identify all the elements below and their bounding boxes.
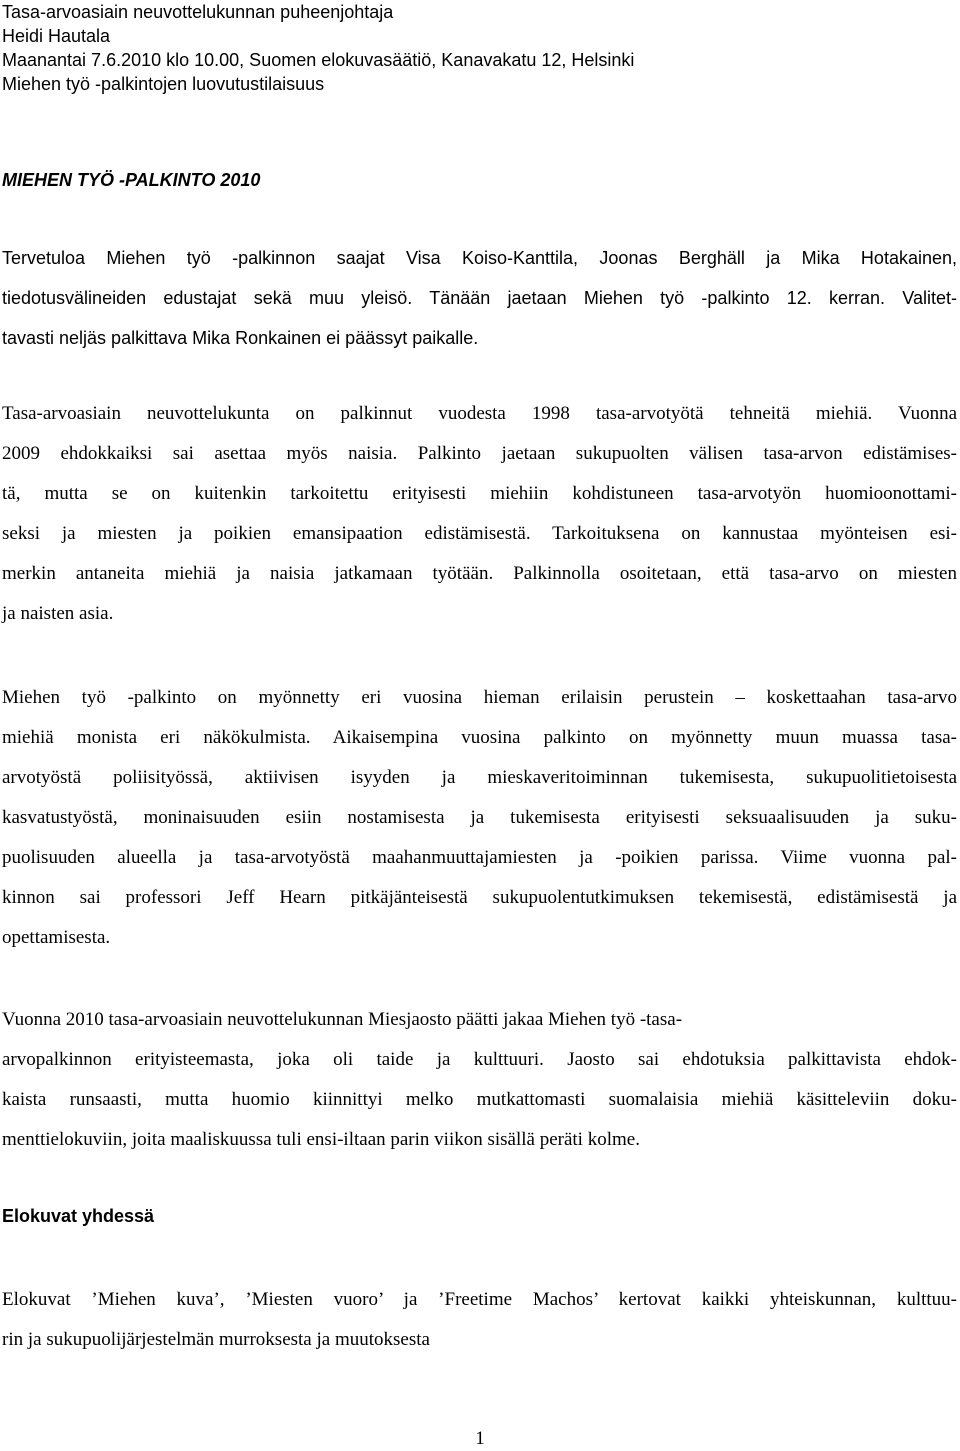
paragraph-2010-theme (2, 1000, 957, 1160)
paragraph-line: ja naisten asia. (2, 603, 114, 624)
paragraph-line: seksi ja miesten ja poikien emansipaation edistämisestä. Tarkoituksena on kannustaa myönteisen esi- (2, 523, 957, 544)
paragraph-line: kinnon sai professori Jeff Hearn pitkäjänteisestä sukupuolentutkimuksen tekemisestä, edistämisestä ja (2, 887, 957, 908)
header-event: Miehen työ -palkintojen luovutustilaisuus (2, 74, 325, 94)
intro-line: Tervetuloa Miehen työ -palkinnon saajat Visa Koiso-Kanttila, Joonas Berghäll ja Mika Hotakainen, (2, 248, 957, 268)
paragraph-line: 2009 ehdokkaiksi sai asettaa myös naisia. Palkinto jaetaan sukupuolten välisen tasa-arvon edistämises- (2, 443, 957, 464)
section-heading: Elokuvat yhdessä (2, 1206, 155, 1226)
paragraph-line: puolisuuden alueella ja tasa-arvotyöstä maahanmuuttajamiesten ja -poikien parissa. Viime vuonna pal- (2, 847, 957, 868)
header-date-location: Maanantai 7.6.2010 klo 10.00, Suomen elokuvasäätiö, Kanavakatu 12, Helsinki (2, 50, 635, 70)
intro-line: tiedotusvälineiden edustajat sekä muu yleisö. Tänään jaetaan Miehen työ -palkinto 12. kerran. Valitet- (2, 288, 957, 308)
header-speaker: Heidi Hautala (2, 26, 111, 46)
intro-paragraph (2, 238, 957, 358)
paragraph-films (2, 1280, 957, 1360)
intro-line: tavasti neljäs palkittava Mika Ronkainen ei päässyt paikalle. (2, 328, 479, 348)
paragraph-criteria (2, 678, 957, 958)
paragraph-line: kasvatustyöstä, moninaisuuden esiin nostamisesta ja tukemisesta erityisesti seksuaalisuuden ja suku- (2, 807, 957, 828)
page-number: 1 (475, 1428, 485, 1449)
paragraph-history (2, 394, 957, 634)
paragraph-line: kaista runsaasti, mutta huomio kiinnittyi melko mutkattomasti suomalaisia miehiä käsitteleviin doku- (2, 1089, 957, 1110)
paragraph-line: Miehen työ -palkinto on myönnetty eri vuosina hieman erilaisin perustein – koskettaahan tasa-arvo (2, 687, 957, 708)
document-title: MIEHEN TYÖ -PALKINTO 2010 (2, 170, 261, 190)
paragraph-line: Vuonna 2010 tasa-arvoasiain neuvottelukunnan Miesjaosto päätti jakaa Miehen työ -tasa- (2, 1009, 683, 1030)
paragraph-line: Elokuvat ’Miehen kuva’, ’Miesten vuoro’ ja ’Freetime Machos’ kertovat kaikki yhteiskunnan, kulttuu- (2, 1289, 957, 1310)
paragraph-line: arvotyöstä poliisityössä, aktiivisen isyyden ja mieskaveritoiminnan tukemisesta, sukupuolitietoisesta (2, 767, 957, 788)
paragraph-line: tä, mutta se on kuitenkin tarkoitettu erityisesti miehiin kohdistuneen tasa-arvotyön huomioonottami- (2, 483, 957, 504)
paragraph-line: merkin antaneita miehiä ja naisia jatkamaan työtään. Palkinnolla osoitetaan, että tasa-arvo on miesten (2, 563, 957, 584)
header-organization: Tasa-arvoasiain neuvottelukunnan puheenjohtaja (2, 2, 394, 22)
paragraph-line: menttielokuviin, joita maaliskuussa tuli ensi-iltaan parin viikon sisällä peräti kolme. (2, 1129, 640, 1150)
paragraph-line: miehiä monista eri näkökulmista. Aikaisempina vuosina palkinto on myönnetty muun muassa tasa- (2, 727, 957, 748)
paragraph-line: arvopalkinnon erityisteemasta, joka oli taide ja kulttuuri. Jaosto sai ehdotuksia palkittavista ehdok- (2, 1049, 957, 1070)
paragraph-line: rin ja sukupuolijärjestelmän murroksesta ja muutoksesta (2, 1329, 430, 1350)
paragraph-line: opettamisesta. (2, 927, 111, 948)
paragraph-line: Tasa-arvoasiain neuvottelukunta on palkinnut vuodesta 1998 tasa-arvotyötä tehneitä miehiä. Vuonna (2, 403, 957, 424)
document-header (2, 0, 634, 96)
